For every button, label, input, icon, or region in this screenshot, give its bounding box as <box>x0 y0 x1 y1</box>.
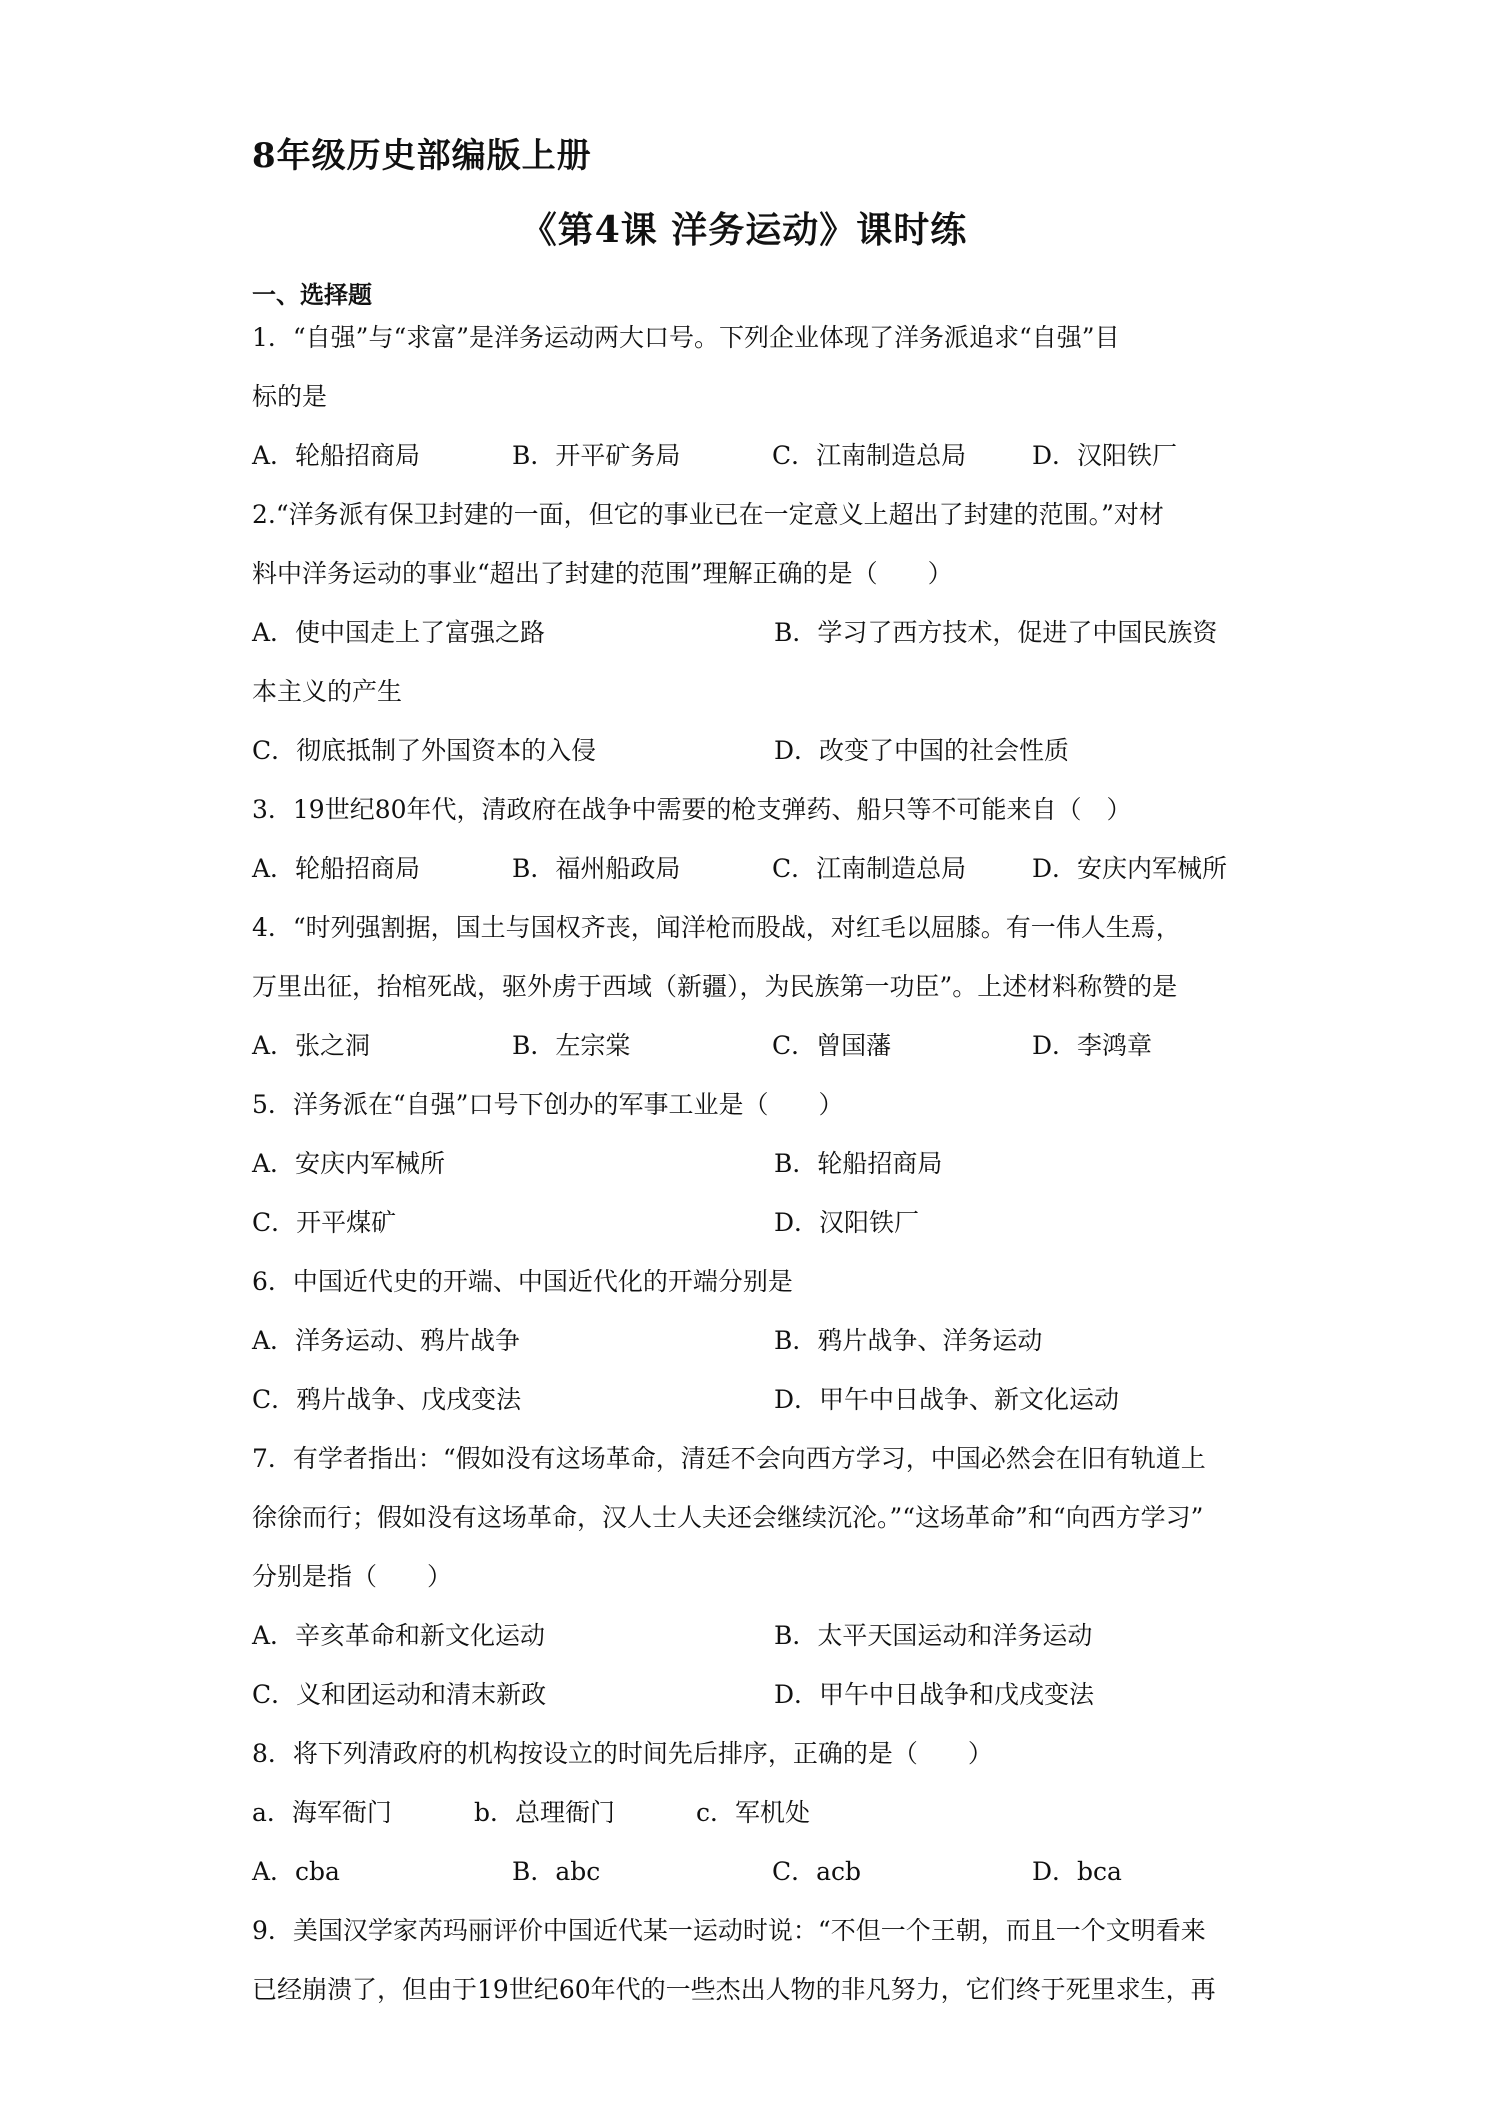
question-1-option-d[interactable]: D．汉阳铁厂 <box>1032 441 1178 470</box>
section-title: 一、选择题 <box>252 280 372 309</box>
question-4-line-2: 万里出征，抬棺死战，驱外虏于西域（新疆），为民族第一功臣”。上述材料称赞的是 <box>252 972 1178 1001</box>
question-7-options-row-2 <box>252 1675 1252 1734</box>
question-6-options-row-2 <box>252 1380 1252 1439</box>
question-7-option-d[interactable]: D．甲午中日战争和戊戌变法 <box>774 1680 1095 1709</box>
question-2-line-1: 2.“洋务派有保卫封建的一面，但它的事业已在一定意义上超出了封建的范围。”对材 <box>252 500 1164 529</box>
question-2-options-row-2 <box>252 731 1252 790</box>
question-8-option-b[interactable]: B．abc <box>512 1857 601 1886</box>
question-1-option-c[interactable]: C．江南制造总局 <box>772 441 967 470</box>
question-4-option-c[interactable]: C．曾国藩 <box>772 1031 892 1060</box>
main-title: 《第4课 洋务运动》课时练 <box>520 209 968 251</box>
question-6-options-row-1 <box>252 1321 1252 1380</box>
question-4-option-d[interactable]: D．李鸿章 <box>1032 1031 1153 1060</box>
question-2-line-2: 料中洋务运动的事业“超出了封建的范围”理解正确的是（ ） <box>252 559 953 588</box>
question-8-item-c: c．军机处 <box>696 1798 811 1827</box>
question-5-option-d[interactable]: D．汉阳铁厂 <box>774 1208 920 1237</box>
question-5-option-a[interactable]: A．安庆内军械所 <box>252 1149 446 1178</box>
question-9-line-1: 9．美国汉学家芮玛丽评价中国近代某一运动时说：“不但一个王朝，而且一个文明看来 <box>252 1916 1206 1945</box>
question-4-option-b[interactable]: B．左宗棠 <box>512 1031 631 1060</box>
question-5-options-row-1 <box>252 1144 1252 1203</box>
question-6-option-d[interactable]: D．甲午中日战争、新文化运动 <box>774 1385 1120 1414</box>
question-3-option-d[interactable]: D．安庆内军械所 <box>1032 854 1228 883</box>
question-8-line-1: 8．将下列清政府的机构按设立的时间先后排序，正确的是（ ） <box>252 1739 993 1768</box>
question-3-options <box>252 849 1252 908</box>
question-5-option-c[interactable]: C．开平煤矿 <box>252 1208 397 1237</box>
question-5-line-1: 5．洋务派在“自强”口号下创办的军事工业是（ ） <box>252 1090 844 1119</box>
question-2-option-b[interactable]: B．学习了西方技术，促进了中国民族资 <box>774 618 1218 647</box>
question-2-option-b-continued: 本主义的产生 <box>252 677 403 706</box>
question-5-option-b[interactable]: B．轮船招商局 <box>774 1149 943 1178</box>
question-8-item-a: a．海军衙门 <box>252 1798 392 1827</box>
question-3-option-c[interactable]: C．江南制造总局 <box>772 854 967 883</box>
question-1-options <box>252 436 1252 495</box>
question-8-items <box>252 1793 1252 1852</box>
question-8-item-b: b．总理衙门 <box>474 1798 616 1827</box>
header-title: 8年级历史部编版上册 <box>252 136 592 176</box>
question-list <box>252 318 1252 2029</box>
question-2-option-a[interactable]: A．使中国走上了富强之路 <box>252 618 546 647</box>
question-1-line-2: 标的是 <box>252 382 328 411</box>
question-2-option-c[interactable]: C．彻底抵制了外国资本的入侵 <box>252 736 597 765</box>
question-7-options-row-1 <box>252 1616 1252 1675</box>
question-1-line-1: 1．“自强”与“求富”是洋务运动两大口号。下列企业体现了洋务派追求“自强”目 <box>252 323 1120 352</box>
question-4-option-a[interactable]: A．张之洞 <box>252 1031 371 1060</box>
question-6-option-a[interactable]: A．洋务运动、鸦片战争 <box>252 1326 521 1355</box>
question-4-line-1: 4．“时列强割据，国土与国权齐丧，闻洋枪而股战，对红毛以屈膝。有一伟人生焉， <box>252 913 1181 942</box>
question-4-options <box>252 1026 1252 1085</box>
question-2-option-d[interactable]: D．改变了中国的社会性质 <box>774 736 1070 765</box>
question-1-option-a[interactable]: A．轮船招商局 <box>252 441 421 470</box>
question-7-line-1: 7．有学者指出：“假如没有这场革命，清廷不会向西方学习，中国必然会在旧有轨道上 <box>252 1444 1206 1473</box>
question-8-options <box>252 1852 1252 1911</box>
question-3-option-a[interactable]: A．轮船招商局 <box>252 854 421 883</box>
question-7-line-2: 徐徐而行；假如没有这场革命，汉人士人夫还会继续沉沦。”“这场革命”和“向西方学习” <box>252 1503 1204 1532</box>
question-8-option-a[interactable]: A．cba <box>252 1857 340 1886</box>
question-7-option-c[interactable]: C．义和团运动和清末新政 <box>252 1680 547 1709</box>
question-5-options-row-2 <box>252 1203 1252 1262</box>
question-6-line-1: 6．中国近代史的开端、中国近代化的开端分别是 <box>252 1267 793 1296</box>
question-2-options-row-1 <box>252 613 1252 672</box>
question-6-option-b[interactable]: B．鸦片战争、洋务运动 <box>774 1326 1043 1355</box>
question-7-option-a[interactable]: A．辛亥革命和新文化运动 <box>252 1621 546 1650</box>
question-3-option-b[interactable]: B．福州船政局 <box>512 854 681 883</box>
question-7-line-3: 分别是指（ ） <box>252 1562 453 1591</box>
question-8-option-c[interactable]: C．acb <box>772 1857 862 1886</box>
question-8-option-d[interactable]: D．bca <box>1032 1857 1122 1886</box>
question-1-option-b[interactable]: B．开平矿务局 <box>512 441 681 470</box>
question-3-line-1: 3．19世纪80年代，清政府在战争中需要的枪支弹药、船只等不可能来自（ ） <box>252 795 1132 824</box>
question-9-line-2: 已经崩溃了，但由于19世纪60年代的一些杰出人物的非凡努力，它们终于死里求生，再 <box>252 1975 1216 2004</box>
question-7-option-b[interactable]: B．太平天国运动和洋务运动 <box>774 1621 1093 1650</box>
question-6-option-c[interactable]: C．鸦片战争、戊戌变法 <box>252 1385 522 1414</box>
